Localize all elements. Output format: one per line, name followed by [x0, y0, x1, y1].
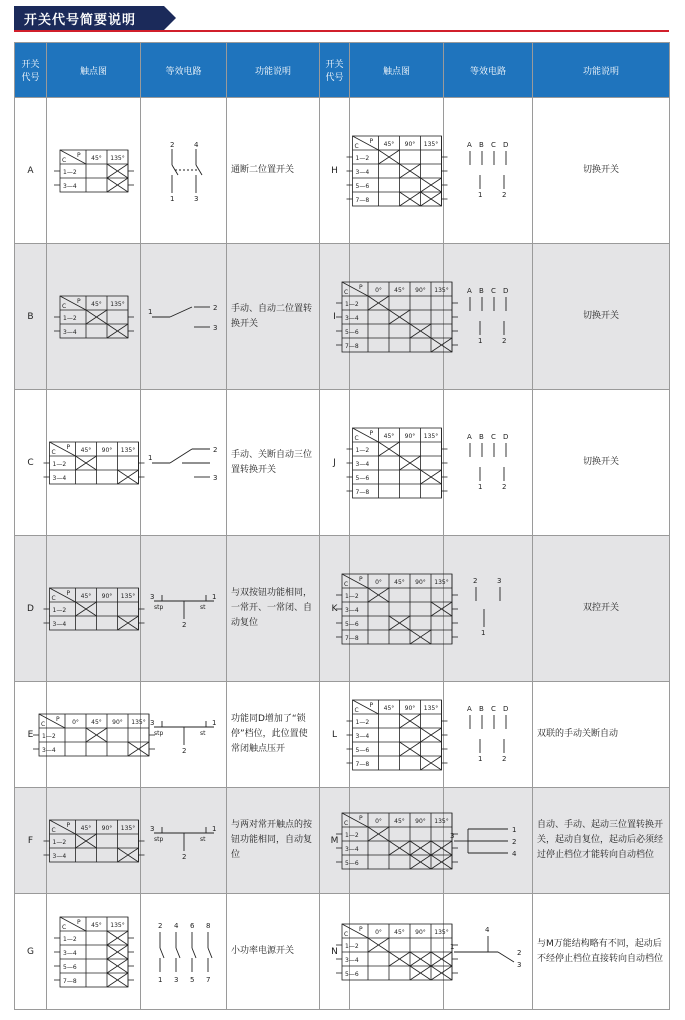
svg-text:P: P [358, 925, 363, 933]
svg-text:3: 3 [149, 824, 154, 833]
function-description-left: 手动、关断自动三位置转换开关 [227, 390, 320, 536]
svg-text:C: C [61, 302, 66, 310]
svg-text:B: B [479, 140, 484, 149]
svg-text:90°: 90° [101, 592, 112, 600]
svg-text:2: 2 [181, 746, 186, 755]
svg-text:135°: 135° [423, 140, 438, 148]
switch-code-right: I [320, 244, 350, 390]
svg-text:B: B [479, 286, 484, 295]
contact-diagram-left [47, 390, 141, 536]
svg-text:P: P [66, 821, 70, 829]
contact-diagram-left [47, 244, 141, 390]
svg-text:5—6: 5—6 [355, 182, 369, 190]
contact-diagram-left [47, 536, 141, 682]
svg-text:2: 2 [502, 336, 507, 345]
svg-text:D: D [503, 286, 509, 295]
svg-text:C: C [491, 140, 496, 149]
svg-text:2: 2 [181, 852, 186, 861]
svg-text:45°: 45° [90, 154, 102, 162]
svg-text:C: C [51, 448, 56, 456]
svg-text:3: 3 [212, 323, 217, 332]
svg-text:45°: 45° [383, 704, 394, 712]
svg-text:C: C [61, 923, 66, 931]
svg-text:3—4: 3—4 [344, 606, 359, 614]
switch-code-right: J [320, 390, 350, 536]
svg-text:45°: 45° [80, 446, 91, 454]
svg-text:1: 1 [211, 824, 216, 833]
svg-text:135°: 135° [120, 592, 135, 600]
function-description-left: 小功率电源开关 [227, 894, 320, 1010]
svg-text:5—6: 5—6 [344, 328, 359, 336]
function-description-left: 与双按钮功能相同，一常开、一常闭、自动复位 [227, 536, 320, 682]
equivalent-circuit-left [141, 788, 227, 894]
equivalent-circuit-left [141, 536, 227, 682]
svg-text:7—8: 7—8 [355, 488, 369, 496]
function-description-left: 与两对常开触点的按钮功能相同，自动复位 [227, 788, 320, 894]
svg-text:1: 1 [157, 975, 162, 984]
svg-text:4: 4 [173, 921, 178, 930]
contact-diagram-left [47, 894, 141, 1010]
function-description-right: 与M万能结构略有不同，起动后不经停止档位直接转向自动档位 [533, 894, 670, 1010]
svg-text:C: C [491, 432, 496, 441]
contact-diagram-left [40, 682, 146, 788]
table-header-row [15, 43, 670, 98]
svg-text:st: st [199, 729, 205, 737]
function-description-right: 切换开关 [533, 98, 670, 244]
svg-text:3—4: 3—4 [344, 314, 359, 322]
table-row [15, 390, 670, 536]
svg-text:1—2: 1—2 [344, 300, 359, 308]
svg-text:2: 2 [473, 576, 478, 585]
table-row [15, 894, 670, 1010]
header-code-right: 开关 代号 [320, 43, 350, 98]
svg-text:3—4: 3—4 [52, 852, 66, 860]
header-contact-right: 触点图 [350, 43, 444, 98]
svg-text:C: C [491, 704, 496, 713]
svg-text:90°: 90° [404, 432, 415, 440]
svg-text:1: 1 [211, 718, 216, 727]
title-underline [14, 30, 669, 32]
svg-text:2: 2 [502, 190, 507, 199]
switch-code-right: L [320, 682, 350, 788]
equivalent-circuit-left [141, 390, 227, 536]
svg-text:st: st [199, 835, 205, 843]
contact-diagram-right [350, 98, 444, 244]
svg-text:3—4: 3—4 [41, 746, 56, 754]
switch-code-left: C [15, 390, 47, 536]
svg-text:135°: 135° [433, 578, 449, 586]
svg-text:1: 1 [147, 307, 152, 316]
svg-text:2: 2 [502, 482, 507, 491]
function-description-right: 双联的手动关断自动 [533, 682, 670, 788]
svg-text:stp: stp [153, 729, 163, 737]
svg-text:3—4: 3—4 [344, 956, 359, 964]
svg-text:1: 1 [478, 190, 483, 199]
svg-text:1—2: 1—2 [62, 168, 77, 176]
svg-text:C: C [491, 286, 496, 295]
title-arrow-tip [164, 6, 176, 30]
svg-text:1—2: 1—2 [62, 935, 77, 943]
svg-text:A: A [467, 704, 472, 713]
svg-text:C: C [354, 142, 359, 150]
svg-text:3: 3 [450, 831, 455, 840]
svg-text:P: P [369, 701, 373, 709]
svg-text:4: 4 [512, 849, 517, 858]
svg-text:5—6: 5—6 [355, 746, 369, 754]
svg-text:3—4: 3—4 [355, 168, 369, 176]
svg-text:3—4: 3—4 [52, 474, 66, 482]
svg-text:90°: 90° [111, 718, 123, 726]
svg-text:P: P [76, 151, 81, 159]
svg-text:90°: 90° [414, 817, 426, 825]
svg-text:C: C [343, 930, 348, 938]
svg-text:1—2: 1—2 [52, 838, 66, 846]
svg-text:45°: 45° [90, 300, 102, 308]
svg-text:45°: 45° [383, 432, 394, 440]
svg-text:5—6: 5—6 [344, 859, 359, 867]
svg-text:1—2: 1—2 [344, 831, 359, 839]
svg-text:135°: 135° [120, 824, 135, 832]
switch-code-right: M [320, 788, 350, 894]
svg-text:45°: 45° [393, 578, 405, 586]
contact-diagram-right [343, 244, 449, 390]
svg-text:B: B [479, 704, 484, 713]
svg-text:4: 4 [485, 925, 490, 934]
svg-text:C: C [343, 819, 348, 827]
switch-code-left: A [15, 98, 47, 244]
svg-text:1: 1 [169, 194, 174, 203]
svg-text:1—2: 1—2 [41, 732, 56, 740]
section-title [14, 6, 179, 30]
svg-text:st: st [199, 603, 205, 611]
svg-text:1—2: 1—2 [52, 606, 66, 614]
svg-text:90°: 90° [101, 446, 112, 454]
svg-text:A: A [467, 432, 472, 441]
svg-text:stp: stp [153, 835, 163, 843]
svg-text:1: 1 [478, 482, 483, 491]
function-description-right: 双控开关 [533, 536, 670, 682]
svg-text:135°: 135° [423, 432, 438, 440]
svg-text:1—2: 1—2 [355, 154, 369, 162]
svg-text:1: 1 [478, 336, 483, 345]
svg-text:5—6: 5—6 [344, 620, 359, 628]
svg-text:P: P [369, 429, 373, 437]
svg-text:3—4: 3—4 [62, 328, 77, 336]
svg-text:7: 7 [205, 975, 210, 984]
function-description-left: 通断二位置开关 [227, 98, 320, 244]
svg-text:P: P [55, 715, 60, 723]
svg-text:7—8: 7—8 [344, 634, 359, 642]
svg-text:135°: 135° [423, 704, 438, 712]
svg-text:7—8: 7—8 [344, 342, 359, 350]
svg-text:P: P [358, 575, 363, 583]
equivalent-circuit-right [444, 788, 533, 894]
svg-text:P: P [66, 443, 70, 451]
svg-text:1—2: 1—2 [355, 718, 369, 726]
svg-text:2: 2 [181, 620, 186, 629]
svg-text:1: 1 [512, 825, 517, 834]
svg-text:1—2: 1—2 [344, 942, 359, 950]
svg-text:B: B [479, 432, 484, 441]
svg-text:2: 2 [169, 140, 174, 149]
svg-text:3—4: 3—4 [344, 845, 359, 853]
svg-text:8: 8 [205, 921, 210, 930]
equivalent-circuit-left [141, 98, 227, 244]
svg-text:45°: 45° [393, 928, 405, 936]
header-function-left: 功能说明 [227, 43, 320, 98]
svg-text:1—2: 1—2 [344, 592, 359, 600]
svg-text:45°: 45° [393, 286, 405, 294]
switch-code-left: B [15, 244, 47, 390]
switch-code-right: K [320, 536, 350, 682]
switch-code-left: F [15, 788, 47, 894]
header-circuit-left: 等效电路 [141, 43, 227, 98]
function-description-left: 手动、自动二位置转换开关 [227, 244, 320, 390]
header-circuit-right: 等效电路 [444, 43, 533, 98]
svg-text:3—4: 3—4 [62, 949, 77, 957]
svg-text:3: 3 [173, 975, 178, 984]
svg-text:0°: 0° [374, 928, 382, 936]
contact-diagram-right [350, 682, 444, 788]
svg-text:3: 3 [193, 194, 198, 203]
svg-text:5—6: 5—6 [62, 963, 77, 971]
svg-text:P: P [358, 814, 363, 822]
svg-text:90°: 90° [404, 140, 415, 148]
header-function-right: 功能说明 [533, 43, 670, 98]
svg-text:D: D [503, 432, 509, 441]
svg-text:P: P [369, 137, 373, 145]
svg-text:2: 2 [502, 754, 507, 763]
svg-text:45°: 45° [80, 824, 91, 832]
contact-diagram-left [47, 98, 141, 244]
svg-text:7—8: 7—8 [355, 196, 369, 204]
svg-text:D: D [503, 704, 509, 713]
switch-code-right: H [320, 98, 350, 244]
svg-text:45°: 45° [90, 921, 102, 929]
svg-text:3: 3 [149, 718, 154, 727]
table-row [15, 98, 670, 244]
svg-text:2: 2 [512, 837, 517, 846]
svg-text:90°: 90° [404, 704, 415, 712]
svg-text:C: C [51, 594, 56, 602]
svg-text:7—8: 7—8 [62, 977, 77, 985]
header-code-left: 开关 代号 [15, 43, 47, 98]
svg-text:C: C [343, 288, 348, 296]
svg-text:90°: 90° [414, 928, 426, 936]
svg-text:1—2: 1—2 [62, 314, 77, 322]
switch-code-table [14, 42, 670, 1010]
equivalent-circuit-left [141, 244, 227, 390]
svg-text:45°: 45° [90, 718, 102, 726]
svg-text:90°: 90° [101, 824, 112, 832]
svg-text:135°: 135° [109, 154, 125, 162]
function-description-left: 功能同D增加了“锁停”档位，此位置使常闭触点压开 [227, 682, 320, 788]
switch-code-left: E [15, 682, 47, 788]
switch-code-left: G [15, 894, 47, 1010]
svg-text:3—4: 3—4 [52, 620, 66, 628]
equivalent-circuit-left [141, 894, 227, 1010]
function-description-right: 切换开关 [533, 390, 670, 536]
table-row [15, 244, 670, 390]
svg-text:45°: 45° [393, 817, 405, 825]
header-contact-left: 触点图 [47, 43, 141, 98]
svg-text:135°: 135° [433, 817, 449, 825]
svg-text:5—6: 5—6 [344, 970, 359, 978]
equivalent-circuit-right [444, 682, 533, 788]
svg-text:135°: 135° [109, 921, 125, 929]
contact-diagram-right [343, 536, 449, 682]
svg-text:3—4: 3—4 [62, 182, 77, 190]
svg-text:A: A [467, 286, 472, 295]
svg-text:0°: 0° [71, 718, 79, 726]
equivalent-circuit-left [141, 682, 227, 788]
contact-diagram-right [343, 788, 449, 894]
equivalent-circuit-right [444, 894, 533, 1010]
svg-text:2: 2 [212, 445, 217, 454]
svg-text:2: 2 [157, 921, 162, 930]
svg-text:135°: 135° [130, 718, 146, 726]
svg-text:1—2: 1—2 [355, 446, 369, 454]
svg-text:C: C [40, 720, 45, 728]
svg-text:3: 3 [517, 960, 522, 969]
svg-text:C: C [354, 706, 359, 714]
svg-text:135°: 135° [433, 286, 449, 294]
svg-text:5: 5 [189, 975, 194, 984]
svg-text:1: 1 [450, 942, 455, 951]
table-row [15, 788, 670, 894]
svg-text:90°: 90° [414, 578, 426, 586]
svg-text:P: P [358, 283, 363, 291]
svg-text:7—8: 7—8 [355, 760, 369, 768]
svg-text:A: A [467, 140, 472, 149]
svg-text:135°: 135° [120, 446, 135, 454]
svg-text:P: P [66, 589, 70, 597]
contact-diagram-left [47, 788, 141, 894]
svg-text:1: 1 [211, 592, 216, 601]
contact-diagram-right [343, 894, 449, 1010]
svg-text:1—2: 1—2 [52, 460, 66, 468]
svg-text:45°: 45° [80, 592, 91, 600]
svg-text:3: 3 [212, 473, 217, 482]
svg-text:6: 6 [189, 921, 194, 930]
function-description-right: 切换开关 [533, 244, 670, 390]
svg-text:P: P [76, 297, 81, 305]
svg-text:90°: 90° [414, 286, 426, 294]
svg-text:0°: 0° [374, 817, 382, 825]
svg-text:1: 1 [478, 754, 483, 763]
svg-text:D: D [503, 140, 509, 149]
svg-text:P: P [76, 918, 81, 926]
svg-text:45°: 45° [383, 140, 394, 148]
table-row [15, 682, 670, 788]
svg-text:3: 3 [497, 576, 502, 585]
svg-text:3—4: 3—4 [355, 732, 369, 740]
svg-text:2: 2 [212, 303, 217, 312]
svg-text:5—6: 5—6 [355, 474, 369, 482]
title-text: 开关代号简要说明 [24, 13, 137, 28]
switch-code-left: D [15, 536, 47, 682]
svg-text:0°: 0° [374, 578, 382, 586]
svg-text:4: 4 [193, 140, 198, 149]
svg-text:C: C [343, 580, 348, 588]
svg-text:135°: 135° [109, 300, 125, 308]
table-row [15, 536, 670, 682]
svg-text:C: C [51, 826, 56, 834]
svg-text:C: C [61, 156, 66, 164]
svg-text:135°: 135° [433, 928, 449, 936]
svg-text:1: 1 [481, 628, 486, 637]
switch-code-right: N [320, 894, 350, 1010]
svg-text:3—4: 3—4 [355, 460, 369, 468]
svg-text:1: 1 [147, 453, 152, 462]
equivalent-circuit-right [444, 98, 533, 244]
equivalent-circuit-right [444, 390, 533, 536]
function-description-right: 自动、手动、起动三位置转换开关，起动自复位，起动后必须经过停止档位才能转向自动档位 [533, 788, 670, 894]
svg-text:2: 2 [517, 948, 522, 957]
svg-text:3: 3 [149, 592, 154, 601]
svg-text:stp: stp [153, 603, 163, 611]
svg-text:C: C [354, 434, 359, 442]
svg-text:0°: 0° [374, 286, 382, 294]
contact-diagram-right [350, 390, 444, 536]
